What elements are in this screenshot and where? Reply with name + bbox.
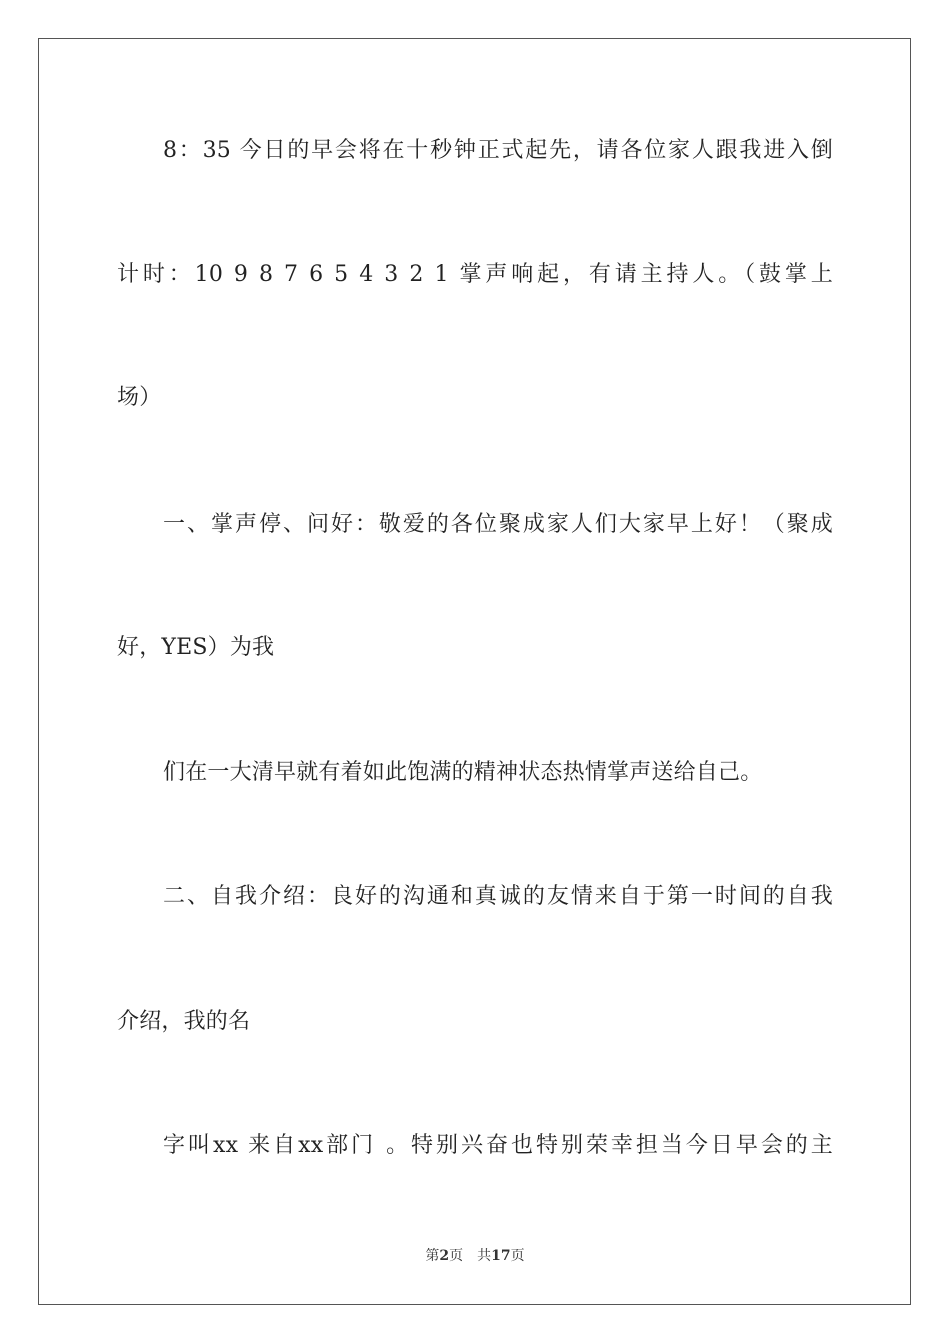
text-line-8: 介绍，我的名 <box>117 1009 251 1034</box>
text-line-4: 一、掌声停、问好：敬爱的各位聚成家人们大家早上好！（聚成 <box>163 512 833 537</box>
text-line-2: 计时：10 9 8 7 6 5 4 3 2 1 掌声响起，有请主持人。（鼓掌上 <box>117 262 833 287</box>
text-line-5: 好，YES）为我 <box>117 635 275 660</box>
page-prefix: 第 <box>425 1248 440 1264</box>
page-total: 17 <box>491 1248 511 1264</box>
page-current: 2 <box>439 1248 450 1264</box>
total-prefix: 共 <box>477 1248 492 1264</box>
page-suffix: 页 <box>449 1248 464 1264</box>
text-line-3: 场） <box>117 385 162 410</box>
total-suffix: 页 <box>510 1248 525 1264</box>
text-line-9: 字叫xx 来自xx部门 。特别兴奋也特别荣幸担当今日早会的主 <box>163 1133 833 1158</box>
page-footer <box>0 1246 950 1266</box>
text-line-7: 二、自我介绍：良好的沟通和真诚的友情来自于第一时间的自我 <box>163 884 833 909</box>
page-frame <box>38 38 911 1305</box>
text-line-1: 8：35 今日的早会将在十秒钟正式起先，请各位家人跟我进入倒 <box>163 138 833 163</box>
text-line-6: 们在一大清早就有着如此饱满的精神状态热情掌声送给自己。 <box>163 760 763 785</box>
